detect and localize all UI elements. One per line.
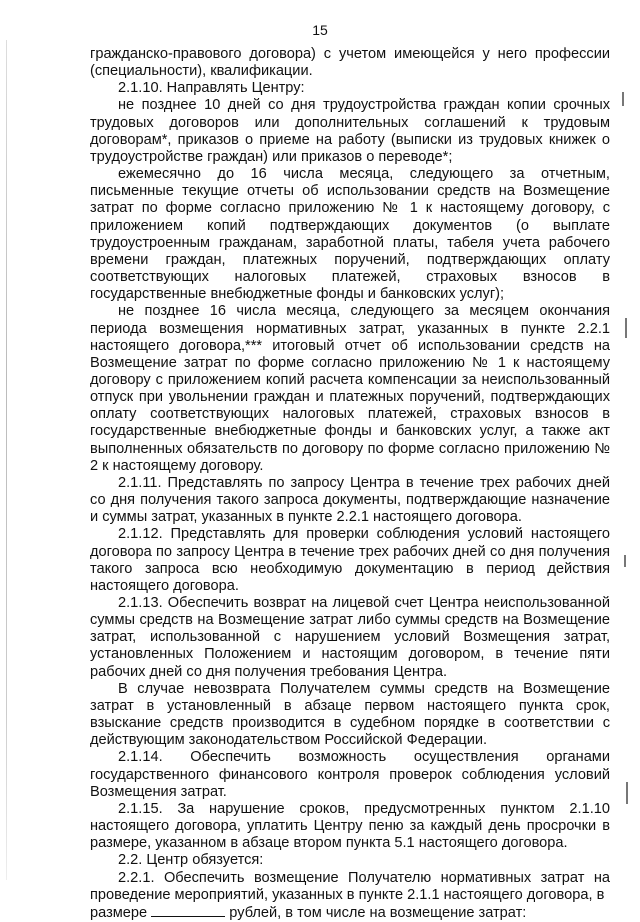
paragraph: 2.1.11. Представлять по запросу Центра в течение трех рабочих дней со дня получения такого запроса документы, подтверждающие назначение и суммы затрат, указанных в пункте 2.2.1 настоящего договора. <box>90 474 610 526</box>
paragraph-list <box>90 46 610 904</box>
paragraph: 2.2.1. Обеспечить возмещение Получателю нормативных затрат на проведение мероприятий, указанных в пункте 2.1.1 настоящего договора, в <box>90 869 610 903</box>
amount-suffix: рублей, в том числе на возмещение затрат: <box>229 904 527 921</box>
paragraph: 2.2. Центр обязуется: <box>118 852 264 869</box>
scan-speck <box>624 555 626 567</box>
scan-speck <box>622 92 624 106</box>
paragraph: 2.1.15. За нарушение сроков, предусмотренных пунктом 2.1.10 настоящего договора, уплатить Центру пеню за каждый день просрочки в размере, указанном в абзаце втором пункта 5.1 настоящего договора. <box>90 800 610 852</box>
scan-speck <box>626 782 628 804</box>
paragraph: не позднее 16 числа месяца, следующего за месяцем окончания периода возмещения нормативных затрат, указанных в пункте 2.2.1 настоящего договора,*** итоговый отчет об использовании средств на Возмещение затрат по форме согласно приложению № 1 к настоящему договору с приложением копий расчета компенсации за неиспользованный отпуск при увольнении граждан и платежных поручений, подтверждающих оплату соответствующих налоговых платежей, страховых взносов в государственные внебюджетные фонды и банковских услуг, а также акт выполненных обязательств по договору по форме согласно приложению № 2 к настоящему договору. <box>90 303 610 474</box>
amount-blank-field <box>151 904 225 917</box>
document-body <box>90 46 610 922</box>
scan-speck <box>625 318 627 338</box>
paragraph: ежемесячно до 16 числа месяца, следующего за отчетным, письменные текущие отчеты об использовании средств на Возмещение затрат по форме согласно приложению № 1 к настоящему договору, с приложением копий подтверждающих документов (о выплате трудоустроенным гражданам, заработной платы, табеля учета рабочего времени граждан, платежных поручений, подтверждающих оплату соответствующих налоговых платежей, страховых взносов в государственные внебюджетные фонды и банковских услуг); <box>90 166 610 303</box>
paragraph: не позднее 10 дней со дня трудоустройства граждан копии срочных трудовых договоров или дополнительных соглашений к трудовым договорам*, приказов о приеме на работу (выписки из трудовых книжек о трудоустройстве граждан) или приказов о переводе*; <box>90 97 610 165</box>
paragraph: В случае невозврата Получателем суммы средств на Возмещение затрат в установленный в абзаце первом настоящего пункта срок, взыскание средств производится в судебном порядке в соответствии с действующим законодательством Российской Федерации. <box>90 680 610 749</box>
paragraph: 2.1.14. Обеспечить возможность осуществления органами государственного финансового контроля проверок соблюдения условий Возмещения затрат. <box>90 749 610 800</box>
paragraph: 2.1.10. Направлять Центру: <box>118 80 305 97</box>
amount-prefix: размере <box>90 904 148 921</box>
paragraph: 2.1.12. Представлять для проверки соблюдения условий настоящего договора по запросу Центра в течение трех рабочих дней со дня получения такого запроса всю необходимую документацию в период действия настоящего договора. <box>90 526 610 594</box>
scan-margin-shadow <box>6 40 7 880</box>
paragraph-amount-line <box>90 904 610 922</box>
page-number: 15 <box>312 22 328 38</box>
paragraph: 2.1.13. Обеспечить возврат на лицевой счет Центра неиспользованной суммы средств на Возмещение затрат либо суммы средств на Возмещение затрат, использованной с нарушением условий Возмещения затрат, установленных Положением и настоящим договором, в течение пяти рабочих дней со дня получения требования Центра. <box>90 595 610 680</box>
paragraph: гражданско-правового договора) с учетом имеющейся у него профессии (специальности), квалификации. <box>90 46 610 80</box>
